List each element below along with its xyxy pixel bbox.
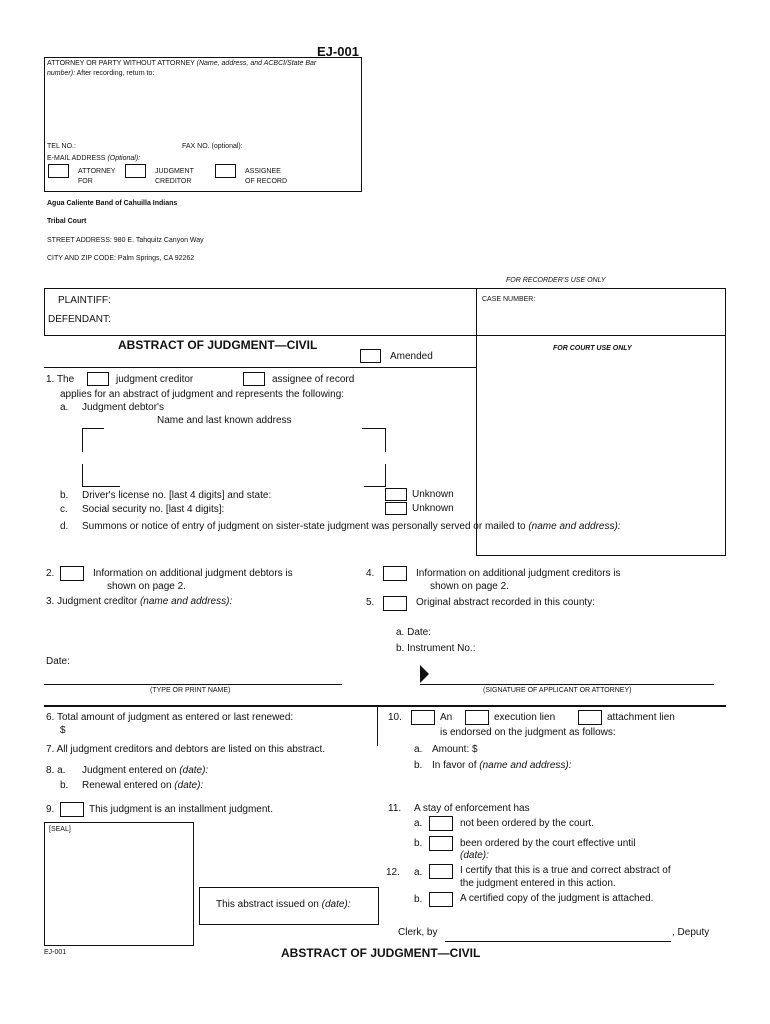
item1a-label: Judgment debtor's bbox=[82, 402, 164, 413]
item10-execution-label: execution lien bbox=[494, 712, 556, 723]
item12a-marker: a. bbox=[414, 867, 423, 878]
item10b-marker: b. bbox=[414, 760, 423, 771]
item10-attachment-checkbox[interactable] bbox=[578, 710, 602, 725]
footer-title: ABSTRACT OF JUDGMENT—CIVIL bbox=[281, 946, 481, 960]
item11b-checkbox[interactable] bbox=[429, 836, 453, 851]
item12b-marker: b. bbox=[414, 894, 423, 905]
item10-execution-checkbox[interactable] bbox=[465, 710, 489, 725]
item1d-marker: d. bbox=[60, 521, 69, 532]
item3-text: 3. Judgment creditor bbox=[46, 596, 138, 607]
caption-box bbox=[44, 288, 726, 336]
item12a-line2: the judgment entered in this action. bbox=[460, 878, 616, 889]
item2-line2: shown on page 2. bbox=[107, 581, 186, 592]
bracket-bl-h bbox=[82, 486, 120, 487]
item8a-label bbox=[82, 765, 208, 776]
type-name-caption: (TYPE OR PRINT NAME) bbox=[150, 687, 231, 694]
type-name-line bbox=[44, 684, 342, 685]
email-label bbox=[47, 155, 140, 162]
item12b-checkbox[interactable] bbox=[429, 892, 453, 907]
item8a-marker: 8. a. bbox=[46, 765, 66, 776]
item12-num: 12. bbox=[386, 867, 400, 878]
issued-text: This abstract issued on bbox=[216, 899, 319, 910]
item1b-label: Driver's license no. [last 4 digits] and state: bbox=[82, 490, 272, 501]
item1d-text: Summons or notice of entry of judgment on sister-state judgment was personally served or mailed to bbox=[82, 521, 526, 532]
item5-num: 5. bbox=[366, 597, 375, 608]
form-title: ABSTRACT OF JUDGMENT—CIVIL bbox=[118, 338, 318, 352]
item10a-label: Amount: $ bbox=[432, 744, 478, 755]
caption-divider bbox=[476, 288, 477, 336]
item1-judgment-creditor-label: judgment creditor bbox=[116, 374, 194, 385]
bracket-tr-v bbox=[385, 428, 386, 452]
seal-box bbox=[44, 822, 194, 946]
item8b-marker: b. bbox=[60, 780, 69, 791]
amended-checkbox[interactable] bbox=[360, 349, 381, 363]
item1c-marker: c. bbox=[60, 504, 68, 515]
item11b-italic: (date): bbox=[460, 850, 489, 861]
bracket-br-h bbox=[364, 486, 386, 487]
item8b-text: Renewal entered on bbox=[82, 780, 172, 791]
issued-italic: (date): bbox=[321, 899, 351, 910]
recorders-use-label: FOR RECORDER'S USE ONLY bbox=[506, 277, 606, 284]
assignee-line1: ASSIGNEE bbox=[245, 168, 281, 175]
attorney-for-line1: ATTORNEY bbox=[78, 168, 116, 175]
item11b-marker: b. bbox=[414, 838, 423, 849]
court-city: CITY AND ZIP CODE: Palm Springs, CA 92262 bbox=[47, 255, 195, 262]
item1d-label bbox=[82, 521, 621, 532]
amended-label: Amended bbox=[390, 351, 433, 362]
signature-caption: (SIGNATURE OF APPLICANT OR ATTORNEY) bbox=[483, 687, 632, 694]
attorney-for-label bbox=[78, 167, 115, 187]
bracket-br-v bbox=[385, 464, 386, 486]
item1-judgment-creditor-checkbox[interactable] bbox=[87, 372, 109, 386]
item10-endorsed: is endorsed on the judgment as follows: bbox=[440, 727, 616, 738]
item10-an-label: An bbox=[440, 712, 453, 723]
item9-num: 9. bbox=[46, 804, 55, 815]
court-use-right-border bbox=[725, 336, 726, 556]
item10-an-checkbox[interactable] bbox=[411, 710, 435, 725]
item4-line2: shown on page 2. bbox=[430, 581, 509, 592]
item11-label: A stay of enforcement has bbox=[414, 803, 530, 814]
form-code: EJ-001 bbox=[317, 44, 359, 59]
item4-num: 4. bbox=[366, 568, 375, 579]
tel-label: TEL NO.: bbox=[47, 143, 76, 150]
item5-checkbox[interactable] bbox=[383, 596, 407, 611]
seal-label: [SEAL] bbox=[49, 826, 71, 833]
item1b-marker: b. bbox=[60, 490, 69, 501]
court-name: Agua Caliente Band of Cahuilla Indians bbox=[47, 200, 178, 207]
lower-section-rule bbox=[44, 705, 726, 707]
item9-checkbox[interactable] bbox=[60, 802, 84, 817]
signature-date-label: Date: bbox=[46, 656, 70, 667]
court-use-label: FOR COURT USE ONLY bbox=[553, 345, 632, 352]
item4-line1: Information on additional judgment creditors is bbox=[416, 568, 621, 579]
issued-label bbox=[216, 899, 351, 910]
item3-italic: (name and address): bbox=[139, 596, 233, 607]
item1-applies: applies for an abstract of judgment and represents the following: bbox=[60, 389, 345, 400]
court-street: STREET ADDRESS: 980 E. Tahquitz Canyon Way bbox=[47, 237, 204, 244]
item1c-unknown-checkbox[interactable] bbox=[385, 502, 407, 515]
item5-label: Original abstract recorded in this county: bbox=[416, 597, 595, 608]
bracket-tl-v bbox=[82, 428, 83, 452]
judgment-creditor-line2: CREDITOR bbox=[155, 178, 192, 185]
item1-assignee-label: assignee of record bbox=[272, 374, 355, 385]
item10-num: 10. bbox=[388, 712, 402, 723]
attorney-for-checkbox[interactable] bbox=[48, 164, 69, 178]
attorney-header-text: ATTORNEY OR PARTY WITHOUT ATTORNEY bbox=[47, 60, 195, 67]
judgment-creditor-checkbox[interactable] bbox=[125, 164, 146, 178]
assignee-line2: OF RECORD bbox=[245, 178, 287, 185]
item10b-label bbox=[432, 760, 572, 771]
bracket-bl-v bbox=[82, 464, 83, 486]
item11a-marker: a. bbox=[414, 818, 423, 829]
item1b-unknown-label: Unknown bbox=[412, 489, 454, 500]
clerk-by-label: Clerk, by bbox=[398, 927, 438, 938]
item1b-unknown-checkbox[interactable] bbox=[385, 488, 407, 501]
fax-label: FAX NO. (optional): bbox=[182, 143, 243, 150]
return-to-label: After recording, return to: bbox=[76, 70, 155, 77]
item12a-checkbox[interactable] bbox=[429, 864, 453, 879]
item1c-unknown-label: Unknown bbox=[412, 503, 454, 514]
item11a-label: not been ordered by the court. bbox=[460, 818, 594, 829]
item9-label: This judgment is an installment judgment. bbox=[89, 804, 273, 815]
item8b-italic: (date): bbox=[174, 780, 204, 791]
item5a-date: a. Date: bbox=[396, 627, 432, 638]
assignee-label bbox=[245, 167, 287, 187]
item12b-label: A certified copy of the judgment is attached. bbox=[460, 893, 654, 904]
attorney-header bbox=[47, 60, 316, 67]
deputy-label: , Deputy bbox=[672, 927, 710, 938]
item10a-marker: a. bbox=[414, 744, 423, 755]
judgment-creditor-line1: JUDGMENT bbox=[155, 168, 194, 175]
court-use-bottom-border bbox=[476, 555, 726, 556]
clerk-line bbox=[445, 941, 671, 942]
item1a-name-address: Name and last known address bbox=[157, 415, 292, 426]
title-underline bbox=[44, 367, 476, 368]
item6-label: 6. Total amount of judgment as entered or last renewed: bbox=[46, 712, 294, 723]
item12a-line1: I certify that this is a true and correct abstract of bbox=[460, 865, 671, 876]
court-type: Tribal Court bbox=[47, 218, 87, 225]
item10b-italic: (name and address): bbox=[479, 760, 572, 771]
item1a-marker: a. bbox=[60, 402, 69, 413]
case-number-label: CASE NUMBER: bbox=[482, 296, 536, 303]
assignee-checkbox[interactable] bbox=[215, 164, 236, 178]
bracket-tr-h bbox=[362, 428, 386, 429]
item10-attachment-label: attachment lien bbox=[607, 712, 675, 723]
footer-form-code: EJ-001 bbox=[44, 949, 67, 956]
lower-section-divider bbox=[377, 706, 378, 746]
plaintiff-label: PLAINTIFF: bbox=[58, 295, 111, 306]
signature-arrow-icon bbox=[420, 665, 429, 683]
attorney-header-line2 bbox=[47, 70, 154, 77]
item4-checkbox[interactable] bbox=[383, 566, 407, 581]
item2-checkbox[interactable] bbox=[60, 566, 84, 581]
item2-line1: Information on additional judgment debtors is bbox=[93, 568, 293, 579]
item8a-text: Judgment entered on bbox=[82, 765, 177, 776]
item1c-label: Social security no. [last 4 digits]: bbox=[82, 504, 225, 515]
judgment-creditor-label bbox=[155, 167, 194, 187]
item10b-text: In favor of bbox=[432, 760, 477, 771]
signature-line bbox=[420, 684, 714, 685]
item3-label bbox=[46, 596, 232, 607]
item1-the: 1. The bbox=[46, 374, 75, 385]
item1d-italic: (name and address): bbox=[528, 521, 621, 532]
item11a-checkbox[interactable] bbox=[429, 816, 453, 831]
item8b-label bbox=[82, 780, 203, 791]
item7-label: 7. All judgment creditors and debtors are listed on this abstract. bbox=[46, 744, 326, 755]
item2-num: 2. bbox=[46, 568, 55, 579]
item6-dollar: $ bbox=[60, 725, 66, 736]
item1-assignee-checkbox[interactable] bbox=[243, 372, 265, 386]
email-optional: (Optional): bbox=[107, 155, 141, 162]
attorney-header-italic: (Name, address, and ACBCI/State Bar bbox=[196, 60, 317, 67]
item5b-instrument: b. Instrument No.: bbox=[396, 643, 476, 654]
defendant-label: DEFENDANT: bbox=[48, 314, 111, 325]
attorney-for-line2: FOR bbox=[78, 178, 93, 185]
email-label-text: E-MAIL ADDRESS bbox=[47, 155, 106, 162]
item8a-italic: (date): bbox=[179, 765, 209, 776]
attorney-number-label: number): bbox=[47, 70, 76, 77]
item11-num: 11. bbox=[388, 803, 402, 814]
bracket-tl-h bbox=[82, 428, 104, 429]
item11b-label: been ordered by the court effective until bbox=[460, 838, 636, 849]
